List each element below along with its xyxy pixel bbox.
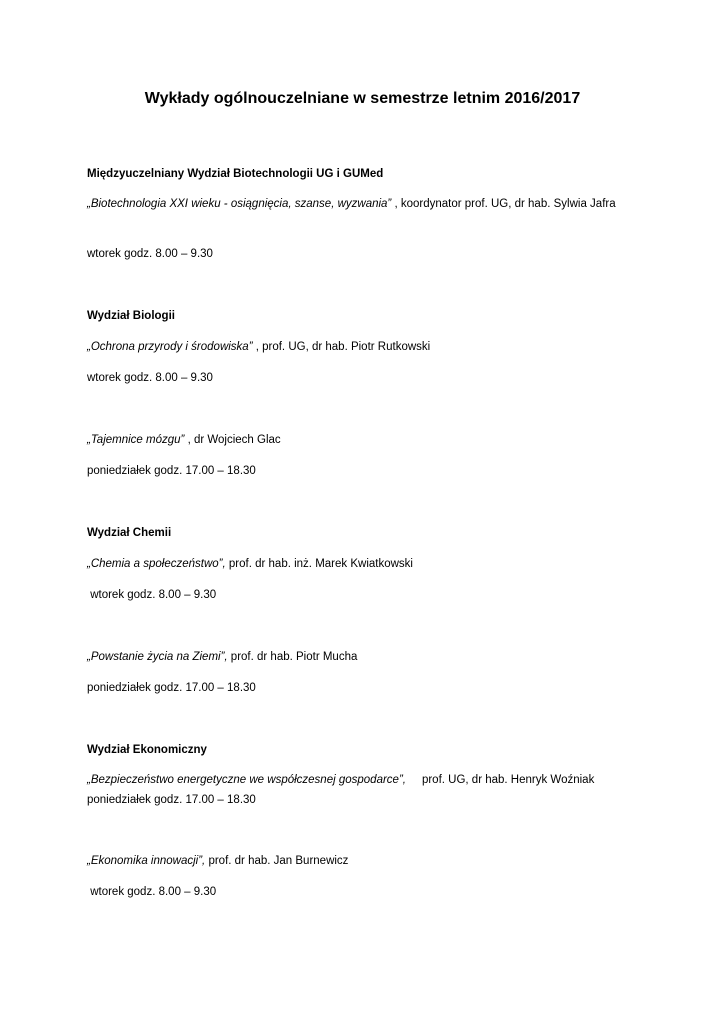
lecture-title: „Ekonomika innowacji”, bbox=[87, 855, 206, 867]
lecture-lecturer: prof. dr hab. Jan Burnewicz bbox=[205, 855, 349, 867]
lecture-schedule: poniedziałek godz. 17.00 – 18.30 bbox=[87, 465, 256, 477]
lecture-entry bbox=[87, 555, 647, 573]
lecture-lecturer: , dr Wojciech Glac bbox=[184, 434, 281, 446]
lecture-lecturer: prof. dr hab. Piotr Mucha bbox=[227, 651, 358, 663]
lecture-title: „Tajemnice mózgu” bbox=[87, 434, 185, 446]
lecture-schedule: poniedziałek godz. 17.00 – 18.30 bbox=[87, 682, 256, 694]
section-heading: Wydział Chemii bbox=[87, 527, 172, 539]
lecture-entry bbox=[87, 431, 647, 449]
section-heading: Wydział Ekonomiczny bbox=[87, 744, 207, 756]
lecture-title: „Biotechnologia XXI wieku - osiągnięcia, szanse, wyzwania” bbox=[87, 198, 392, 210]
lecture-schedule: wtorek godz. 8.00 – 9.30 bbox=[87, 589, 217, 601]
lecture-schedule: wtorek godz. 8.00 – 9.30 bbox=[87, 248, 213, 260]
lecture-entry bbox=[87, 852, 647, 870]
lecture-title: „Ochrona przyrody i środowiska” bbox=[87, 341, 253, 353]
lecture-title: „Powstanie życia na Ziemi”, bbox=[87, 651, 228, 663]
lecture-schedule: wtorek godz. 8.00 – 9.30 bbox=[87, 886, 217, 898]
lecture-lecturer: prof. dr hab. inż. Marek Kwiatkowski bbox=[225, 558, 413, 570]
lecture-schedule: wtorek godz. 8.00 – 9.30 bbox=[87, 372, 213, 384]
lecture-entry bbox=[87, 771, 647, 789]
lecture-lecturer: , prof. UG, dr hab. Piotr Rutkowski bbox=[252, 341, 431, 353]
document-title: Wykłady ogólnouczelniane w semestrze letnim 2016/2017 bbox=[144, 90, 581, 107]
lecture-lecturer: prof. UG, dr hab. Henryk Woźniak bbox=[405, 774, 595, 786]
lecture-entry bbox=[87, 338, 647, 356]
lecture-title: „Chemia a społeczeństwo”, bbox=[87, 558, 226, 570]
lecture-entry bbox=[87, 195, 647, 213]
lecture-lecturer: , koordynator prof. UG, dr hab. Sylwia Jafra bbox=[391, 198, 616, 210]
section-heading: Wydział Biologii bbox=[87, 310, 175, 322]
section-heading: Międzyuczelniany Wydział Biotechnologii UG i GUMed bbox=[87, 168, 384, 180]
lecture-entry bbox=[87, 648, 647, 666]
lecture-title: „Bezpieczeństwo energetyczne we współczesnej gospodarce”, bbox=[87, 774, 406, 786]
lecture-schedule: poniedziałek godz. 17.00 – 18.30 bbox=[87, 794, 256, 806]
